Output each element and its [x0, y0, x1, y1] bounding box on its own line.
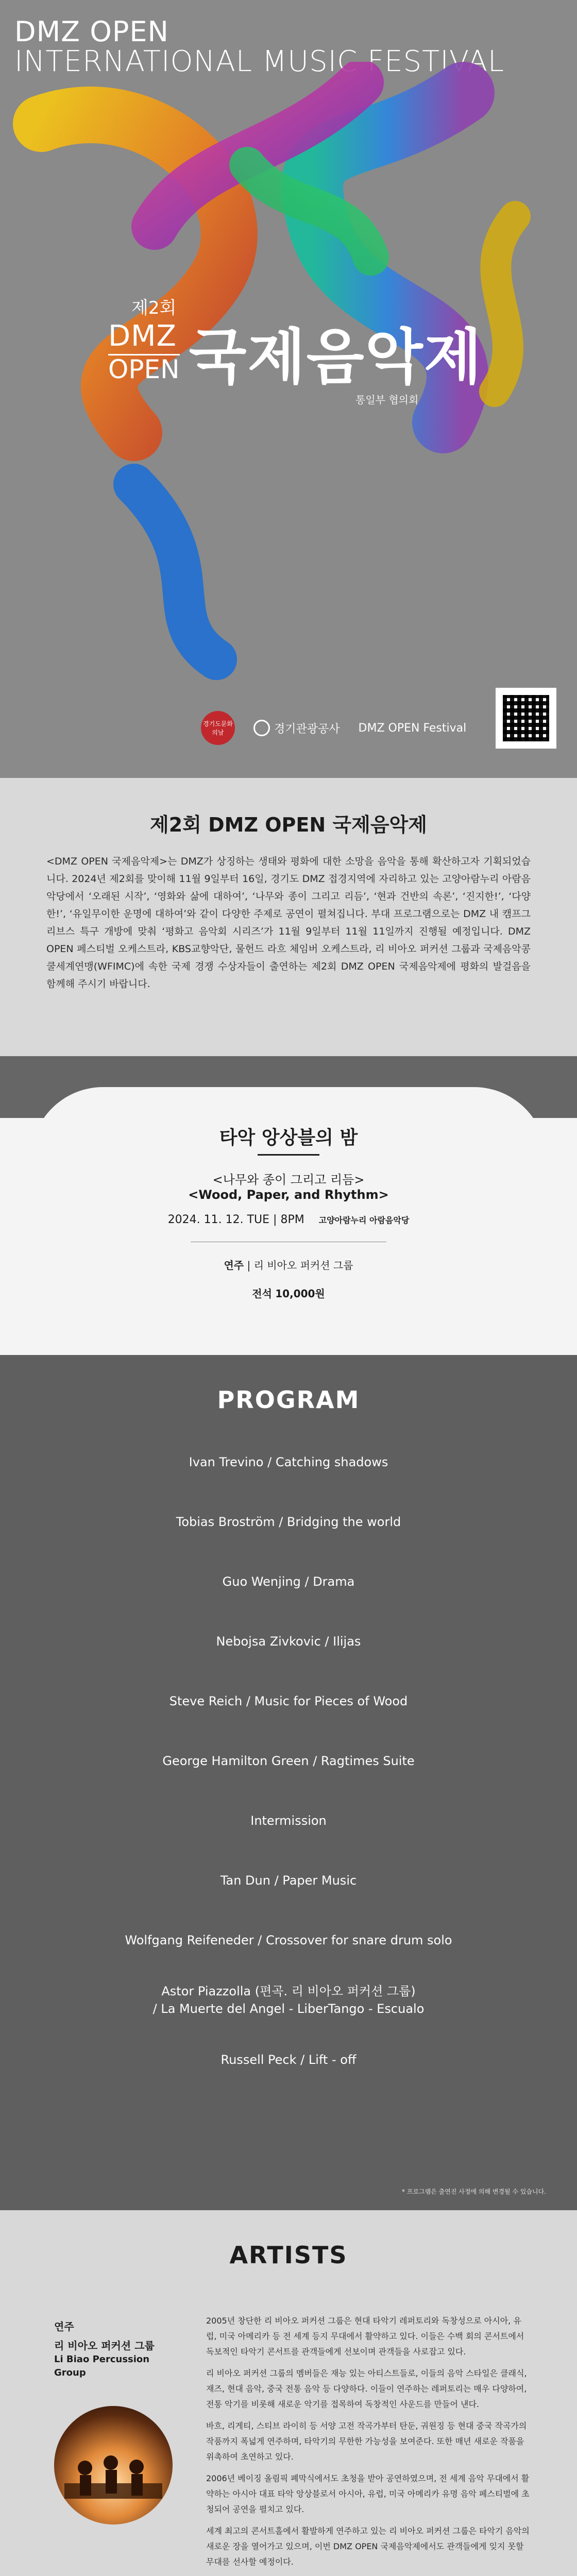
- program-item: [0, 1552, 577, 1612]
- program-item-text: Tan Dun / Paper Music: [220, 1873, 357, 1888]
- program-list: [0, 1432, 577, 2090]
- program-item: [0, 1851, 577, 1910]
- performer-name: 리 비아오 퍼커션 그룹: [253, 1259, 353, 1272]
- program-section: [0, 1355, 577, 2210]
- price-value: 10,000원: [275, 1287, 325, 1300]
- artist-profile: [54, 2318, 183, 2380]
- artist-name-en: Li Biao Percussion Group: [54, 2354, 150, 2378]
- hero-title-line1: DMZ OPEN: [14, 15, 169, 48]
- artist-bio-paragraph: 2006년 베이징 올림픽 폐막식에서도 초청을 받아 공연하였으며, 전 세계 음악 무대에서 활약하는 아시아 대표 타악 앙상블로서 아시아, 유럽, 미국 아메리카 유명 음악 페스티벌에 초청되어 공연을 펼치고 있다.: [206, 2473, 530, 2514]
- artist-role: 연주: [54, 2320, 74, 2333]
- artists-heading: ARTISTS: [229, 2241, 348, 2269]
- artist-photo-art: [54, 2406, 173, 2524]
- hero-host: 통일부 협의회: [355, 394, 419, 406]
- artist-bio-paragraph: 세계 최고의 콘서트홀에서 활발하게 연주하고 있는 리 비아오 퍼커션 그룹은 타악기 음악의 새로운 장을 열어가고 있으며, 이번 DMZ OPEN 국제음악제에서도 관객들에게 잊지 못할 무대를 선사할 예정이다.: [206, 2526, 530, 2567]
- artist-photo: [54, 2406, 173, 2524]
- program-item-text: Tobias Broström / Bridging the world: [176, 1515, 401, 1529]
- tourism-logo-text: 경기관광공사: [274, 722, 340, 736]
- hero-title-line2: INTERNATIONAL MUSIC FESTIVAL: [14, 44, 505, 78]
- program-item-text: Guo Wenjing / Drama: [222, 1574, 355, 1589]
- concert-venue: 고양아람누리 아람음악당: [318, 1215, 410, 1225]
- hero-edition: 제2회: [131, 298, 177, 318]
- concert-subtitle-kr: <나무와 종이 그리고 리듬>: [212, 1173, 365, 1187]
- program-item: [0, 1970, 577, 2030]
- dmz-open-logo: [359, 722, 467, 735]
- concert-section: [0, 1056, 577, 1355]
- hero-logos: [201, 711, 466, 745]
- program-item: [0, 2030, 577, 2090]
- artists-section: [0, 2210, 577, 2576]
- gyeonggi-tourism-logo: [253, 720, 340, 736]
- program-item: [0, 1671, 577, 1731]
- program-item-text: Wolfgang Reifeneder / Crossover for snare drum solo: [125, 1933, 452, 1947]
- price-label: 전석: [252, 1287, 272, 1300]
- hero-festival-title: [108, 309, 483, 395]
- performer-label: 연주: [224, 1259, 244, 1272]
- program-item: [0, 1731, 577, 1791]
- hero-festival-dmz: DMZ: [108, 319, 177, 353]
- program-note: * 프로그램은 출연진 사정에 의해 변경될 수 있습니다.: [402, 2188, 546, 2195]
- artist-name-kr: 리 비아오 퍼커션 그룹: [54, 2340, 155, 2352]
- intro-body: <DMZ OPEN 국제음악제>는 DMZ가 상징하는 생태와 평화에 대한 소망을 음악을 통해 확산하고자 기획되었습니다. 2024년 제2회를 맞이해 11월 9일부터 16일, 경기도 DMZ 접경지역에 자리하고 있는 고양아람누리 아람음악당에서 ‘오래된 시작’, ‘영화와 삶에 대하여’, ‘나무와 종이 그리고 리듬’, ‘현과 건반의 속론’, ‘진지한!’, ‘다양한!’, ‘유일무이한 운명에 대하여’와 같이 다양한 주제로 공연이 펼쳐집니다. 부대 프로그램으로는 DMZ 내 캠프그리브스 특구 개방에 맞춰 ‘평화고 음악회 시리즈’가 11월 9일부터 11월 11일까지 진행될 예정입니다. DMZ OPEN 페스티벌 오케스트라, KBS교향악단, 물헌드 라흐 체임버 오케스트라, 리 비아오 퍼커션 그룹과 국제음악콩쿨세계연맹(WFIMC)에 속한 국제 경쟁 수상자들이 출연하는 제2회 DMZ OPEN 국제음악제에 평화의 발걸음을 함께해 주시기 바랍니다.: [46, 856, 531, 990]
- program-item-text-line2: / La Muerte del Angel - LiberTango - Escualo: [152, 2002, 425, 2016]
- concert-divider: [258, 1154, 319, 1156]
- program-heading: PROGRAM: [217, 1386, 360, 1414]
- hero-festival-open: OPEN: [108, 354, 180, 384]
- artist-bio: [206, 2313, 531, 2576]
- intro-section: [0, 778, 577, 1056]
- program-item-text: Steve Reich / Music for Pieces of Wood: [169, 1694, 408, 1708]
- gyeonggi-culture-logo: 경기도문화의날: [201, 711, 235, 745]
- qr-code-pattern: [503, 695, 549, 741]
- artist-bio-paragraph: 리 비아오 퍼커션 그룹의 멤버들은 재능 있는 아티스트들로, 이들의 음악 스타일은 클래식, 재즈, 현대 음악, 중국 전통 음악 등 다양하다. 이들이 연주하는 레퍼토리는 매우 다양하여, 전통 악기를 비롯해 새로운 악기를 접목하여 독창적인 사운드를 만들어 낸다.: [206, 2368, 527, 2409]
- dmz-open-logo-text: DMZ OPEN Festival: [358, 721, 467, 735]
- concert-title: 타악 앙상블의 밤: [219, 1127, 358, 1148]
- tourism-logo-icon: [253, 720, 270, 736]
- concert-card: [31, 1087, 546, 1329]
- artist-bio-paragraph: 바흐, 리게티, 스티브 라이히 등 서양 고전 작곡가부터 탄둔, 궈원징 등 현대 중국 작곡가의 작품까지 폭넓게 연주하며, 타악기의 무한한 가능성을 보여준다. 또한 매년 새로운 작품을 위촉하여 초연하고 있다.: [206, 2421, 527, 2462]
- program-item: [0, 1910, 577, 1970]
- intro-heading: 제2회 DMZ OPEN 국제음악제: [150, 814, 427, 836]
- program-item: [0, 1432, 577, 1492]
- program-item-text: Astor Piazzolla (편곡. 리 비아오 퍼커션 그룹): [161, 1984, 416, 1998]
- program-item: [0, 1791, 577, 1851]
- hero-festival-kr: 국제음악제: [189, 323, 483, 392]
- qr-code-icon[interactable]: [496, 688, 556, 749]
- concert-meta: [31, 1213, 546, 1226]
- program-item: [0, 1492, 577, 1552]
- program-item-text: Ivan Trevino / Catching shadows: [189, 1455, 388, 1469]
- program-item-text: Intermission: [250, 1814, 327, 1828]
- concert-price-line: [31, 1285, 546, 1300]
- concert-performer-line: 연주 | 리 비아오 퍼커션 그룹: [224, 1259, 353, 1272]
- program-item-text: Nebojsa Zivkovic / Ilijas: [216, 1634, 361, 1649]
- artist-bio-paragraph: 2005년 창단한 리 비아오 퍼커션 그룹은 현대 타악기 레퍼토리와 독창성으로 아시아, 유럽, 미국 아메리카 등 전 세계 등지 무대에서 활약하고 있다. 이들은 수백 회의 콘서트에서 독보적인 타악기 콘서트를 관객들에게 선보이며 관객들을 사로잡고 있다.: [206, 2316, 524, 2357]
- concert-datetime: 2024. 11. 12. TUE | 8PM: [167, 1213, 304, 1226]
- program-item-text: George Hamilton Green / Ragtimes Suite: [162, 1754, 415, 1768]
- program-item-text: Russell Peck / Lift - off: [220, 2053, 357, 2067]
- hero-section: [0, 0, 577, 778]
- program-item: [0, 1612, 577, 1671]
- concert-subtitle-en: <Wood, Paper, and Rhythm>: [188, 1188, 389, 1202]
